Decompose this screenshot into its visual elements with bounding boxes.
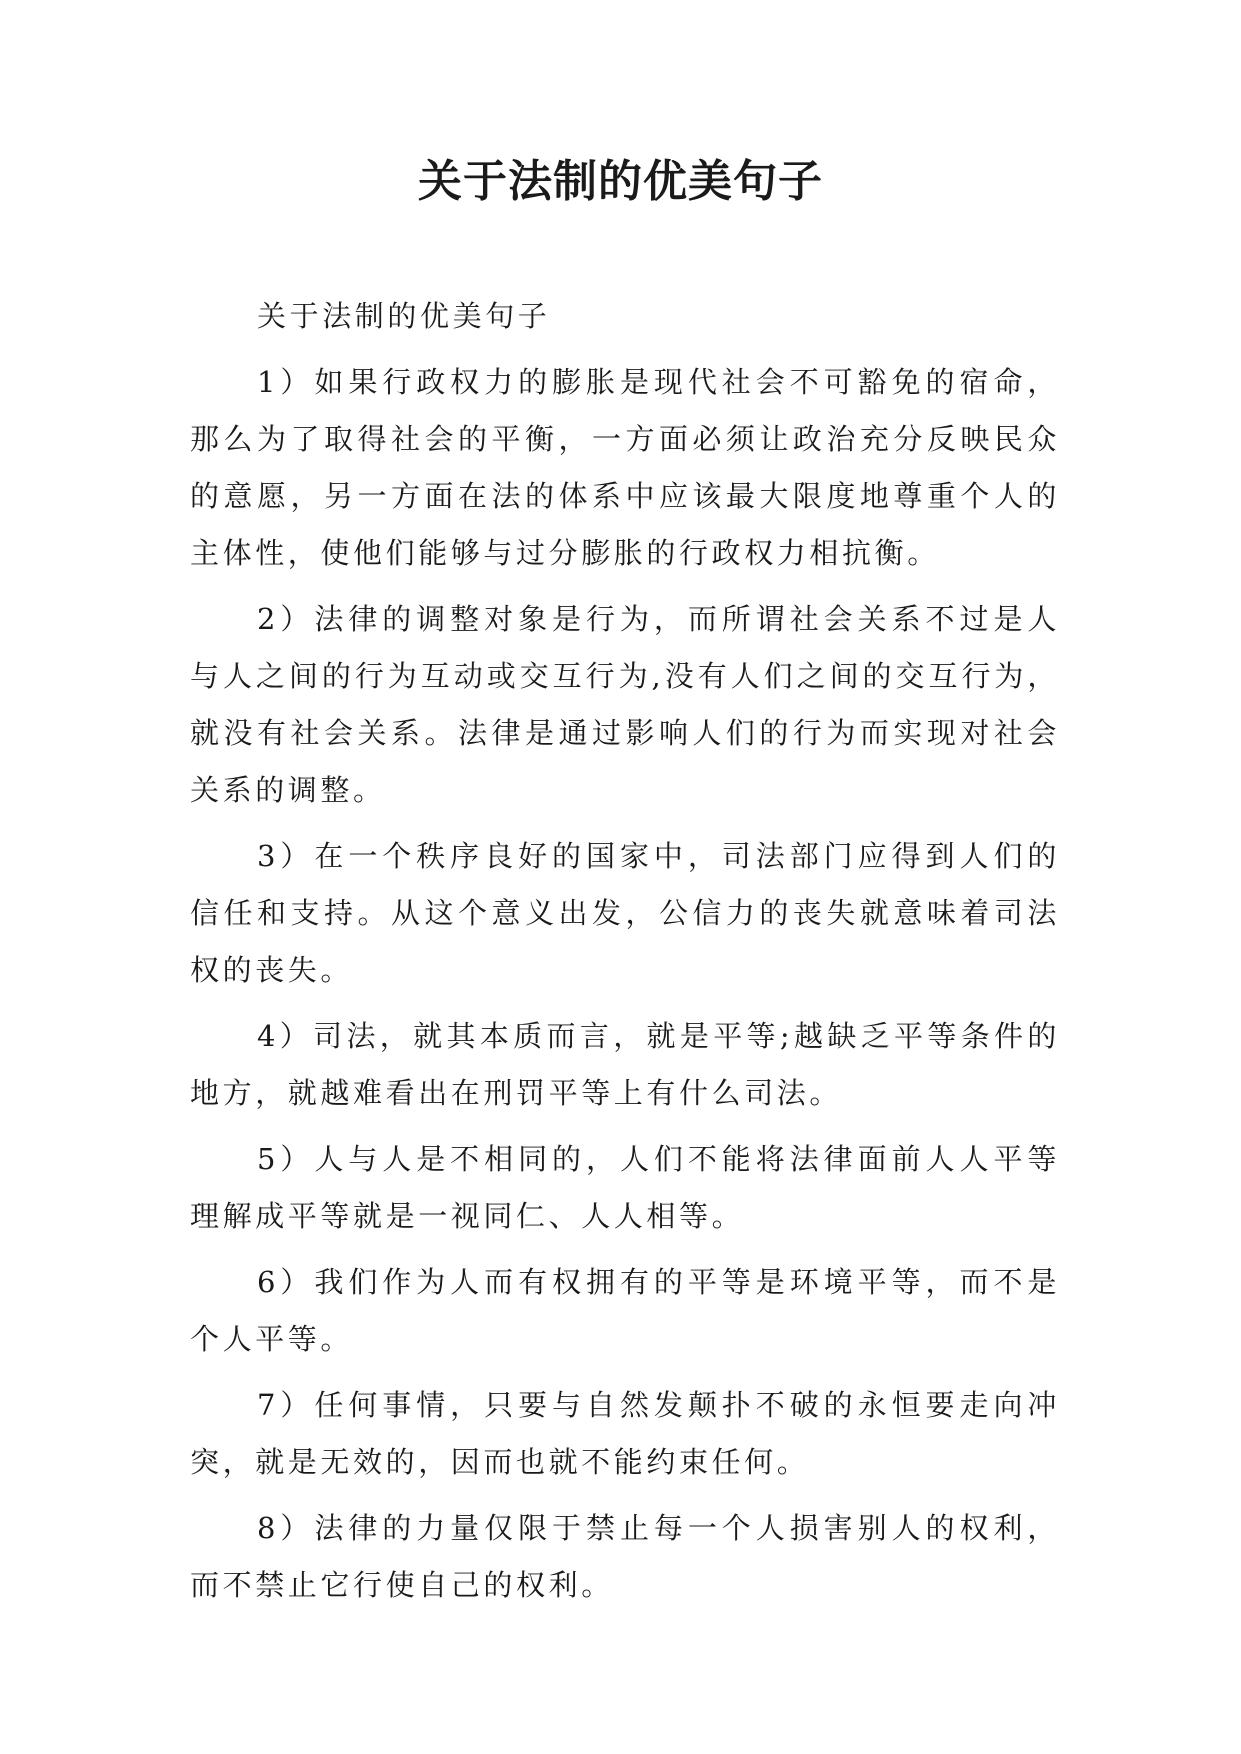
paragraph-3: 3）在一个秩序良好的国家中，司法部门应得到人们的信任和支持。从这个意义出发，公信力的丧失就意味着司法权的丧失。 xyxy=(190,839,1060,987)
paragraph-8: 8）法律的力量仅限于禁止每一个人损害别人的权利，而不禁止它行使自己的权利。 xyxy=(190,1511,1060,1602)
document-body xyxy=(190,288,1060,1623)
paragraph-4: 4）司法，就其本质而言，就是平等;越缺乏平等条件的地方，就越难看出在刑罚平等上有什么司法。 xyxy=(190,1019,1060,1110)
paragraph-subtitle: 关于法制的优美句子 xyxy=(257,299,551,333)
paragraph-5: 5）人与人是不相同的，人们不能将法律面前人人平等理解成平等就是一视同仁、人人相等。 xyxy=(190,1142,1060,1233)
document-title: 关于法制的优美句子 xyxy=(418,156,823,207)
paragraph-2: 2）法律的调整对象是行为，而所谓社会关系不过是人与人之间的行为互动或交互行为,没有人们之间的交互行为，就没有社会关系。法律是通过影响人们的行为而实现对社会关系的调整。 xyxy=(190,602,1060,807)
paragraph-6: 6）我们作为人而有权拥有的平等是环境平等，而不是个人平等。 xyxy=(190,1265,1060,1356)
paragraph-1: 1）如果行政权力的膨胀是现代社会不可豁免的宿命，那么为了取得社会的平衡，一方面必须让政治充分反映民众的意愿，另一方面在法的体系中应该最大限度地尊重个人的主体性，使他们能够与过分膨胀的行政权力相抗衡。 xyxy=(190,365,1060,570)
paragraph-7: 7）任何事情，只要与自然发颠扑不破的永恒要走向冲突，就是无效的，因而也就不能约束任何。 xyxy=(190,1388,1060,1479)
